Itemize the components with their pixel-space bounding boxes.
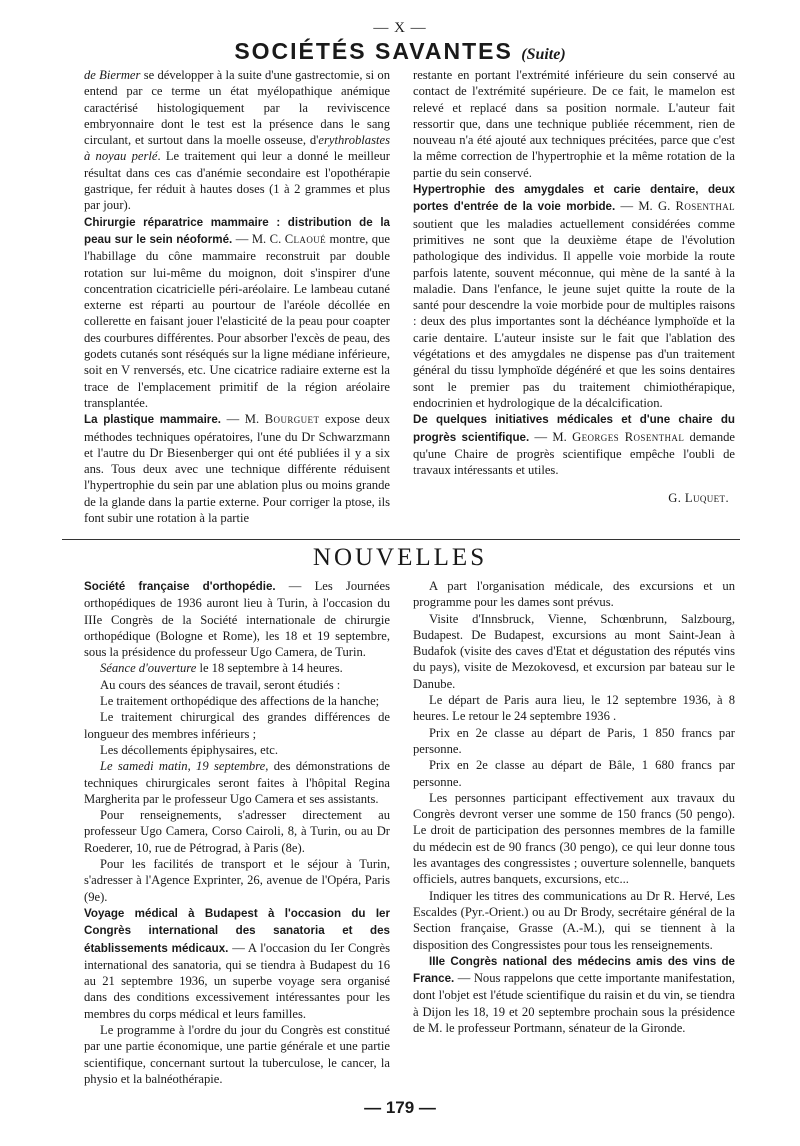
nouvelles-right-column bbox=[413, 578, 735, 1036]
transport-paragraph: Pour les facilités de transport et le séjour à Turin, s'adresser à l'Agence Exprinter, 26, avenue de l'Opéra, Paris (9e). bbox=[84, 857, 390, 904]
nouvelles-title: NOUVELLES bbox=[312, 544, 488, 571]
section-title-suffix: (Suite) bbox=[521, 46, 566, 63]
anemia-paragraph bbox=[84, 67, 390, 214]
vins-heading: IIIe Congrès national des médecins amis des vins de France. bbox=[413, 954, 735, 986]
cours-paragraph: Au cours des séances de travail, seront étudiés : bbox=[100, 677, 341, 692]
orthopedie-paragraph bbox=[84, 578, 390, 660]
seance-label: Séance d'ouverture bbox=[100, 661, 197, 676]
initiatives-text: demande qu'une Chaire de progrès scientifique empêche l'oubli de travaux intéressants et utiles. bbox=[413, 429, 736, 478]
dash: — M. bbox=[221, 412, 265, 427]
visites-paragraph: Visite d'Innsbruck, Vienne, Schœnbrunn, Salzbourg, Budapest. De Budapest, excursions au mont Saint-Jean à Budafok (visite des caves d'Etat et dégustation des réputés vins du pays), visite de Mezokovesd, et excursion par bateau sur le Danube. bbox=[413, 611, 735, 691]
topic-item: Les décollements épiphysaires, etc. bbox=[100, 742, 278, 757]
author-rosenthal: Rosenthal bbox=[675, 199, 736, 214]
roman-page-number: — X — bbox=[373, 20, 427, 36]
samedi-text: , des démonstrations de techniques chirurgicales seront faites à l'hôpital Regina Margherita par le professeur Ugo Camera et ses assistants. bbox=[84, 759, 390, 806]
societes-left-column bbox=[84, 67, 390, 526]
seance-paragraph bbox=[84, 660, 390, 676]
prix-paris-paragraph: Prix en 2e classe au départ de Paris, 1 850 francs par personne. bbox=[413, 725, 735, 756]
seance-text: le 18 septembre à 14 heures. bbox=[196, 661, 343, 676]
plastique-mammaire-text: expose deux méthodes techniques opératoires, l'une du Dr Schwarzmann et l'autre du Dr Biesenberger qui ont été publiées il y a six ans. Tous deux avec une technique différente réduisent l'hypertrophie du sein par une ablation plus ou moins grande de la glande dans la partie externe. Pour corriger la ptose, ils font subir une rotation à la partie bbox=[84, 412, 391, 526]
vins-text: — Nous rappelons que cette importante manifestation, dont l'objet est l'étude scientifique du raisin et du vin, se tiendra à Dijon les 18, 19 et 20 septembre prochain sous la présidence de M. le professeur Portmann, sénateur de la Gironde. bbox=[413, 971, 735, 1036]
rotation-paragraph: restante en portant l'extrémité inférieure du sein conservé au contact de l'extrémité supérieure. De ce fait, le mamelon est relevé et replacé dans sa position normale. L'auteur fait ressortir que, dans une technique publiée récemment, rien de nouveau n'a été ajouté aux techniques précitées, parce que c'est la même correction de l'hypertrophie et la même rotation de la partie du sein conservé. bbox=[413, 68, 735, 180]
section-title-text: SOCIÉTÉS SAVANTES bbox=[234, 38, 513, 64]
initiatives-paragraph bbox=[413, 411, 735, 478]
excursions-paragraph: A part l'organisation médicale, des excursions et un programme pour les dames sont prévus. bbox=[413, 579, 735, 610]
orthopedie-text: — Les Journées orthopédiques de 1936 auront lieu à Turin, à l'occasion du IIIe Congrès de la Société internationale de chirurgie orthopédique (Bologne et Rome), les 18 et 19 septembre, sous la présidence du professeur Ugo Camera, de Turin. bbox=[84, 579, 390, 660]
chirurgie-reparatrice-text: montre, que l'habillage du cône mammaire reconstruit par double rotation sur lui-même du moignon, doit s'inspirer d'une concentration cicatricielle péri-aréolaire. Le lambeau cutané externe est réparti au pourtour de l'aréole décollée en collerette en faisant jouer l'elasticité de la peau pour coapter des courbures différentes. Pour absorber l'excès de peau, des godets cutanés sont réséqués sur la ligne médiane inférieure, soit en V renversés, etc. Une cicatrice radiaire externe est la trace de l'emplacement primitif de la région aréolaire transplantée. bbox=[84, 231, 390, 410]
budapest-text: — A l'occasion du Ier Congrès international des sanatoria, qui se tiendra à Budapest du 16 au 21 septembre 1936, un superbe voyage sera organisé dans des conditions excessivement intéressantes pour les membres du corps médical et leurs familles. bbox=[84, 940, 390, 1021]
chirurgie-reparatrice-heading: Chirurgie réparatrice mammaire : distribution de la peau sur le sein néoformé. bbox=[84, 215, 390, 246]
societes-right-column bbox=[413, 67, 735, 507]
plastique-mammaire-paragraph bbox=[84, 411, 390, 526]
budapest-paragraph bbox=[84, 905, 390, 1022]
page-number: — 179 — bbox=[364, 1098, 436, 1117]
dash: — M. G. bbox=[615, 199, 676, 214]
depart-paragraph: Le départ de Paris aura lieu, le 12 septembre 1936, à 8 heures. Le retour le 24 septembre 1936 . bbox=[413, 693, 735, 724]
nouvelles-left-column bbox=[84, 578, 390, 1087]
anemia-text-a: se développer à la suite d'une gastrectomie, si on entend par ce terme un état myélopathique anémique caractérisé histologiquement par la reviviscence embryonnaire dont le test est la présence dans le sang circulant, et surtout dans la moelle osseuse, d' bbox=[84, 68, 391, 148]
author-georges-rosenthal: Georges Rosenthal bbox=[572, 429, 685, 444]
renseignements-paragraph: Pour renseignements, s'adresser directement au professeur Ugo Camera, Corso Cairoli, 8, à Turin, ou au Dr Roederer, 10, rue de Pétrograd, à Paris (8e). bbox=[84, 808, 390, 855]
budapest-heading: Voyage médical à Budapest à l'occasion du Ier Congrès international des sanatoria et des établissements médicaux. bbox=[84, 906, 390, 955]
initiatives-heading: De quelques initiatives médicales et d'une chaire du progrès scientifique. bbox=[413, 413, 735, 444]
dash: — M. bbox=[529, 429, 573, 444]
participation-paragraph: Les personnes participant effectivement aux travaux du Congrès devront verser une somme de 150 francs (50 pengo). Le droit de participation des personnes membres de la famille du médecin est de 90 francs (30 pengo), ce qui leur donne tous les avantages des congressistes ; ouverture solennelle, banquets officiels, autres banquets, excursions, etc... bbox=[413, 790, 735, 887]
amygdales-text: soutient que les maladies actuellement considérées comme primitives ne sont que la deuxième étape de l'évolution pathologique des individus. Il appelle voie morbide la route parfois latente, souvent méconnue, qui mène de la santé à la maladie. Dans l'enfance, le jeune sujet quitte la route de la santé pour descendre la voie morbide pour de multiples raisons : deux des plus importantes sont la déchéance lymphoïde et la carie dentaire. L'auteur insiste sur le fait que l'ablation des végétations et des amygdales ne dispense pas d'un traitement général du tissu lymphoïde dégénéré et que les soins dentaires sont le premier pas du traitement chimiothérapique, endocrinien et hydrologique de la décalcification. bbox=[413, 216, 735, 410]
vins-paragraph bbox=[413, 953, 735, 1036]
topic-item: Le traitement orthopédique des affections de la hanche; bbox=[100, 694, 380, 709]
author-bourguet: Bourguet bbox=[264, 412, 320, 427]
programme-paragraph: Le programme à l'ordre du jour du Congrès est constitué par une partie économique, une partie générale et une partie scientifique, concernant surtout la tuberculose, le cancer, la physio et la balnéothérapie. bbox=[84, 1023, 390, 1086]
section-divider bbox=[62, 539, 740, 540]
author-claoue: Claoué bbox=[284, 231, 327, 246]
plastique-mammaire-heading: La plastique mammaire. bbox=[84, 413, 221, 427]
prix-bale-paragraph: Prix en 2e classe au départ de Bâle, 1 680 francs par personne. bbox=[413, 758, 735, 789]
topic-item: Le traitement chirurgical des grandes différences de longueur des membres inférieurs ; bbox=[84, 710, 390, 741]
section-title bbox=[0, 38, 800, 65]
anemia-text-b: . Le traitement qui leur a donné le meilleur résultat dans ces cas d'anémie secondaire est l'opothérapie gastrique, fer réduit à hautes doses (1 à 2 grammes et plus par jour). bbox=[84, 149, 391, 213]
biermer-term: de Biermer bbox=[84, 68, 141, 82]
signature: G. Luquet. bbox=[668, 491, 729, 506]
dash: — M. C. bbox=[232, 231, 285, 246]
erythroblastes-term: erythroblastes à noyau perlé bbox=[84, 133, 390, 164]
amygdales-heading: Hypertrophie des amygdales et carie dentaire, deux portes d'entrée de la voie morbide. bbox=[413, 183, 735, 214]
samedi-paragraph bbox=[84, 758, 390, 807]
communications-paragraph: Indiquer les titres des communications au Dr R. Hervé, Les Escaldes (Pyr.-Orient.) ou au Dr Brody, secrétaire général de la Section française, Grasse (A.-M.), qui se tiennent à la disposition des Congressistes pour tous les renseignements. bbox=[413, 888, 735, 952]
amygdales-paragraph bbox=[413, 181, 735, 411]
samedi-label: Le samedi matin, 19 septembre bbox=[100, 759, 266, 774]
orthopedie-heading: Société française d'orthopédie. bbox=[84, 580, 276, 593]
chirurgie-reparatrice-paragraph bbox=[84, 214, 390, 412]
